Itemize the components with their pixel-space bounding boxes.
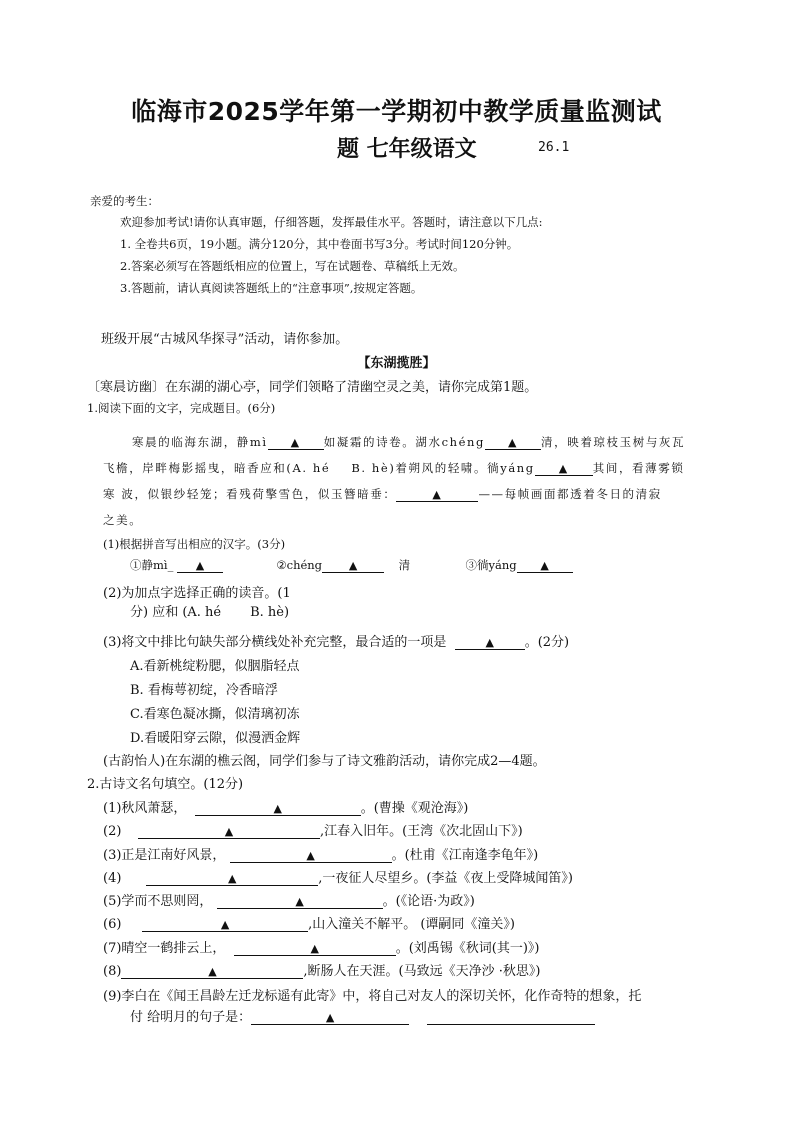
passage-line-3: 寒 波，似银纱轻笼；看残荷擎雪色，似玉簪暗垂： ▲ ——每帧画面都透着冬日的清寂: [103, 487, 662, 501]
section-title: 【东湖揽胜】: [357, 356, 436, 371]
option-a[interactable]: A.看新桃绽粉腮，似胭脂轻点: [130, 659, 300, 674]
answer-blank[interactable]: ▲: [195, 802, 361, 816]
poem-line-7: (7)晴空一鹤排云上， ▲ 。(刘禹锡《秋词(其一)》): [103, 941, 540, 956]
subsection-1-intro: 〔寒晨访幽〕在东湖的湖心亭，同学们领略了清幽空灵之美，请你完成第1题。: [87, 380, 538, 395]
subsection-2-intro: (古韵怡人)在东湖的樵云阁，同学们参与了诗文雅韵活动，请你完成2—4题。: [103, 754, 546, 769]
poem-line-4: (4) ▲ ,一夜征人尽望乡。(李益《夜上受降城闻笛》): [103, 871, 573, 886]
option-b[interactable]: B. 看梅萼初绽，冷香暗浮: [130, 683, 278, 698]
answer-blank[interactable]: ▲: [322, 560, 384, 573]
activity-intro: 班级开展“古城风华探寻”活动，请你参加。: [101, 332, 349, 347]
answer-blank[interactable]: ▲: [230, 849, 392, 863]
answer-blank[interactable]: ▲: [455, 636, 525, 650]
option-d[interactable]: D.看暖阳穿云隙，似漫洒金辉: [130, 731, 301, 746]
poem-line-6: (6) ▲ ,山入潼关不解平。 (谭嗣同《潼关》): [103, 917, 516, 932]
answer-blank[interactable]: ▲: [142, 918, 308, 932]
answer-blank[interactable]: ▲: [177, 560, 223, 573]
answer-blank[interactable]: [427, 1011, 595, 1025]
answer-blank[interactable]: ▲: [535, 463, 593, 476]
answer-blank[interactable]: ▲: [251, 1011, 409, 1025]
poem-line-1: (1)秋风萧瑟， ▲ 。(曹操《观沧海》): [103, 801, 469, 816]
notice-item-2: 2.答案必须写在答题纸相应的位置上，写在试题卷、草稿纸上无效。: [120, 259, 465, 273]
answer-blank[interactable]: ▲: [217, 895, 383, 909]
answer-blank[interactable]: ▲: [517, 560, 573, 573]
answer-blank[interactable]: ▲: [485, 437, 541, 450]
question-2-stem: 2.古诗文名句填空。(12分): [87, 777, 244, 792]
sub-question-3-stem: (3)将文中排比句缺失部分横线处补充完整，最合适的一项是 ▲ 。(2分): [103, 635, 570, 650]
notice-item-1: 1. 全卷共6页，19小题。满分120分，其中卷面书写3分。考试时间120分钟。: [120, 237, 519, 251]
notice-welcome: 欢迎参加考试!请你认真审题，仔细答题，发挥最佳水平。答题时，请注意以下几点:: [120, 215, 543, 229]
answer-blank[interactable]: ▲: [121, 965, 303, 979]
passage-line-1: 寒晨的临海东湖，静mì ▲ 如凝霜的诗卷。湖水chéng ▲ 清，映着琼枝玉树与灰瓦: [132, 435, 686, 449]
salutation: 亲爱的考生：: [90, 194, 159, 208]
poem-line-2: (2) ▲ ,江春入旧年。(王湾《次北固山下》): [103, 824, 523, 839]
exam-title-line2: 题 七年级语文: [337, 137, 477, 162]
option-c[interactable]: C.看寒色凝冰撕，似清璃初冻: [130, 707, 300, 722]
passage-line-2: 飞檐，岸畔梅影摇曳，暗香应和(A. hé B. hè)着朔风的轻啸。徜yáng ▲ 其间，看薄雾锁: [103, 461, 685, 475]
exam-date: 26.1: [538, 140, 570, 155]
answer-blank[interactable]: ▲: [138, 825, 320, 839]
exam-title-line1: 临海市2025学年第一学期初中教学质量监测试: [131, 97, 662, 126]
passage-line-4: 之美。: [103, 513, 143, 527]
notice-item-3: 3.答题前，请认真阅读答题纸上的“注意事项”,按规定答题。: [120, 281, 423, 295]
poem-line-5: (5)学而不思则罔， ▲ 。(《论语·为政》): [103, 894, 475, 909]
poem-line-9b: 付 给明月的句子是： ▲: [130, 1006, 595, 1025]
sub-question-1-stem: (1)根据拼音写出相应的汉字。(3分): [103, 537, 286, 551]
answer-blank[interactable]: ▲: [396, 489, 478, 502]
poem-line-8: (8) ▲ ,断肠人在天涯。(马致远《天净沙 ·秋思》): [103, 964, 541, 979]
answer-blank[interactable]: ▲: [234, 942, 396, 956]
question-1-stem: 1.阅读下面的文字，完成题目。(6分): [87, 401, 276, 415]
sub-question-2-stem-b: 分) 应和 (A. hé B. hè): [130, 605, 290, 620]
answer-blank[interactable]: ▲: [268, 437, 324, 450]
answer-blank[interactable]: ▲: [146, 872, 318, 886]
poem-line-3: (3)正是江南好风景， ▲ 。(杜甫《江南逢李龟年》): [103, 848, 539, 863]
sub-question-2-stem-a: (2)为加点字选择正确的读音。(1: [103, 586, 291, 601]
poem-line-9a: (9)李白在《闻王昌龄左迁龙标遥有此寄》中，将自己对友人的深切关怀，化作奇特的想象，托: [103, 989, 642, 1004]
sub-question-1-items: ①静mì_ ▲ ②chéng ▲ 清 ③徜yáng ▲: [130, 557, 573, 573]
